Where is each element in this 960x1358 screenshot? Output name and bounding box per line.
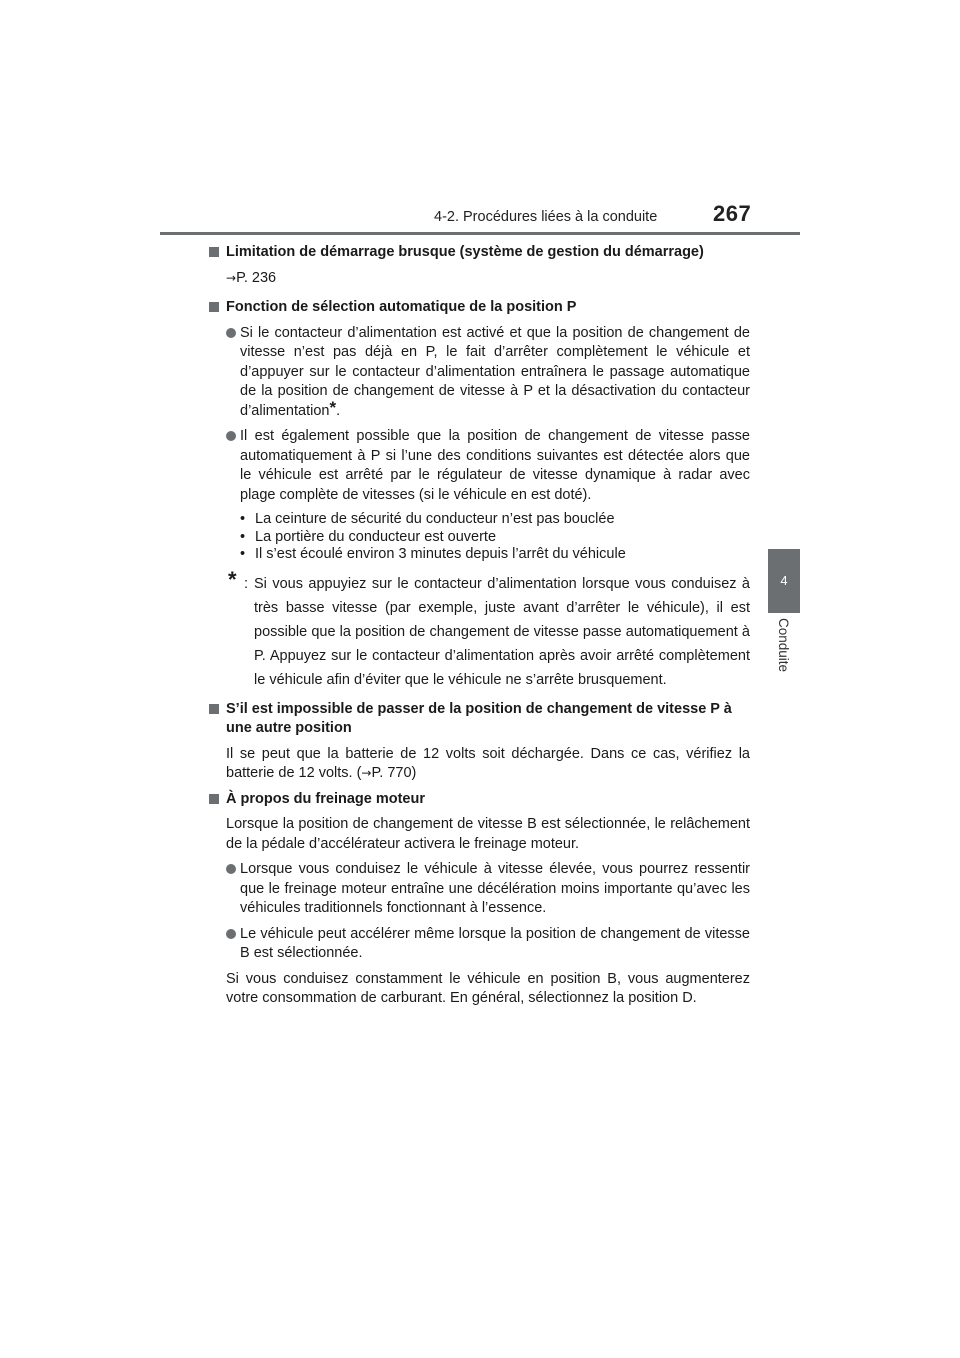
bullet-text: Lorsque vous conduisez le véhicule à vitesse élevée, vous pourrez ressentir que le freinage moteur entraîne une décélération moins importante qu’avec les véhicules traditionnels fonctionnant à l’essence. bbox=[240, 861, 750, 916]
footnote-marker: * bbox=[329, 397, 337, 417]
heading-text: Fonction de sélection automatique de la position P bbox=[226, 299, 577, 315]
conditions-list bbox=[240, 511, 750, 564]
footnote-colon: : bbox=[244, 575, 249, 592]
square-bullet-icon bbox=[209, 302, 219, 312]
chapter-label: Conduite bbox=[776, 618, 791, 673]
bullet-item bbox=[226, 324, 750, 422]
bullet-end: . bbox=[336, 402, 341, 419]
section-text: Lorsque la position de changement de vitesse B est sélectionnée, le relâchement de la pédale d’accélérateur activera le freinage moteur. bbox=[226, 816, 750, 852]
footnote-text: Si vous appuyiez sur le contacteur d’alimentation lorsque vous conduisez à très basse vitesse (par exemple, juste avant d’arrêter le véhicule), il est possible que la position de changement de vitesse passe automatiquement à P. Appuyez sur le contacteur d’alimentation après avoir arrêté complètement le véhicule afin d’éviter que le véhicule ne s’arrête brusquement. bbox=[254, 575, 750, 688]
header-section-title: 4-2. Procédures liées à la conduite bbox=[434, 209, 658, 225]
round-bullet-icon bbox=[226, 864, 236, 874]
list-item: • La ceinture de sécurité du conducteur n’est pas bouclée bbox=[240, 511, 615, 527]
bullet-item bbox=[226, 427, 750, 505]
arrow-right-icon: → bbox=[226, 270, 237, 285]
chapter-number: 4 bbox=[780, 573, 788, 588]
page-reference bbox=[226, 269, 750, 289]
section-heading-cannot-shift bbox=[210, 700, 750, 739]
header-rule bbox=[160, 232, 800, 235]
footnote bbox=[226, 566, 750, 692]
dot-bullet-icon: • bbox=[240, 511, 246, 527]
reference-link[interactable]: P. 770 bbox=[371, 765, 412, 781]
square-bullet-icon bbox=[209, 794, 219, 804]
chapter-tab bbox=[768, 549, 800, 613]
list-item: • Il s’est écoulé environ 3 minutes depuis l’arrêt du véhicule bbox=[240, 546, 626, 562]
round-bullet-icon bbox=[226, 929, 236, 939]
page-content bbox=[210, 243, 750, 1015]
bullet-text: Il est également possible que la position de changement de vitesse passe automatiquement à P si l’une des conditions suivantes est détectée alors que le véhicule est arrêté par le régulateur de vitesse dynamique à radar avec plage complète de vitesses (si le véhicule en est doté). bbox=[240, 428, 750, 503]
round-bullet-icon bbox=[226, 431, 236, 441]
bullet-text: Si le contacteur d’alimentation est activé et que la position de changement de vitesse n’est pas déjà en P, le fait d’arrêter complètement le véhicule et d’appuyer sur le contacteur d’alimentation entraînera le passage automatique de la position de changement de vitesse à P et la désactivation du contacteur d’alimentation bbox=[240, 324, 750, 419]
bullet-item bbox=[226, 860, 750, 919]
heading-text: Limitation de démarrage brusque (système de gestion du démarrage) bbox=[226, 244, 704, 260]
round-bullet-icon bbox=[226, 328, 236, 338]
section-text: Il se peut que la batterie de 12 volts soit déchargée. Dans ce cas, vérifiez la batterie de 12 volts. (→P. 770) bbox=[226, 745, 750, 781]
reference-link[interactable]: P. 236 bbox=[236, 269, 277, 286]
bullet-text: Le véhicule peut accélérer même lorsque la position de changement de vitesse B est sélectionnée. bbox=[240, 925, 750, 961]
dot-bullet-icon: • bbox=[240, 528, 246, 545]
heading-text: À propos du freinage moteur bbox=[226, 790, 425, 807]
list-item: • La portière du conducteur est ouverte bbox=[240, 528, 497, 545]
heading-text: S’il est impossible de passer de la position de changement de vitesse P à une autre position bbox=[226, 700, 732, 736]
bullet-item bbox=[226, 925, 750, 964]
section-heading-start-control bbox=[210, 243, 750, 263]
dot-bullet-icon: • bbox=[240, 546, 246, 562]
section-heading-auto-p bbox=[210, 298, 750, 318]
section-text: Si vous conduisez constamment le véhicule en position B, vous augmenterez votre consommation de carburant. En général, sélectionnez la position D. bbox=[226, 970, 750, 1006]
asterisk-icon: * bbox=[228, 566, 237, 592]
arrow-right-icon: → bbox=[361, 766, 372, 780]
page-number: 267 bbox=[713, 201, 752, 226]
section-heading-engine-braking bbox=[210, 790, 750, 810]
square-bullet-icon bbox=[209, 704, 219, 714]
square-bullet-icon bbox=[209, 247, 219, 257]
